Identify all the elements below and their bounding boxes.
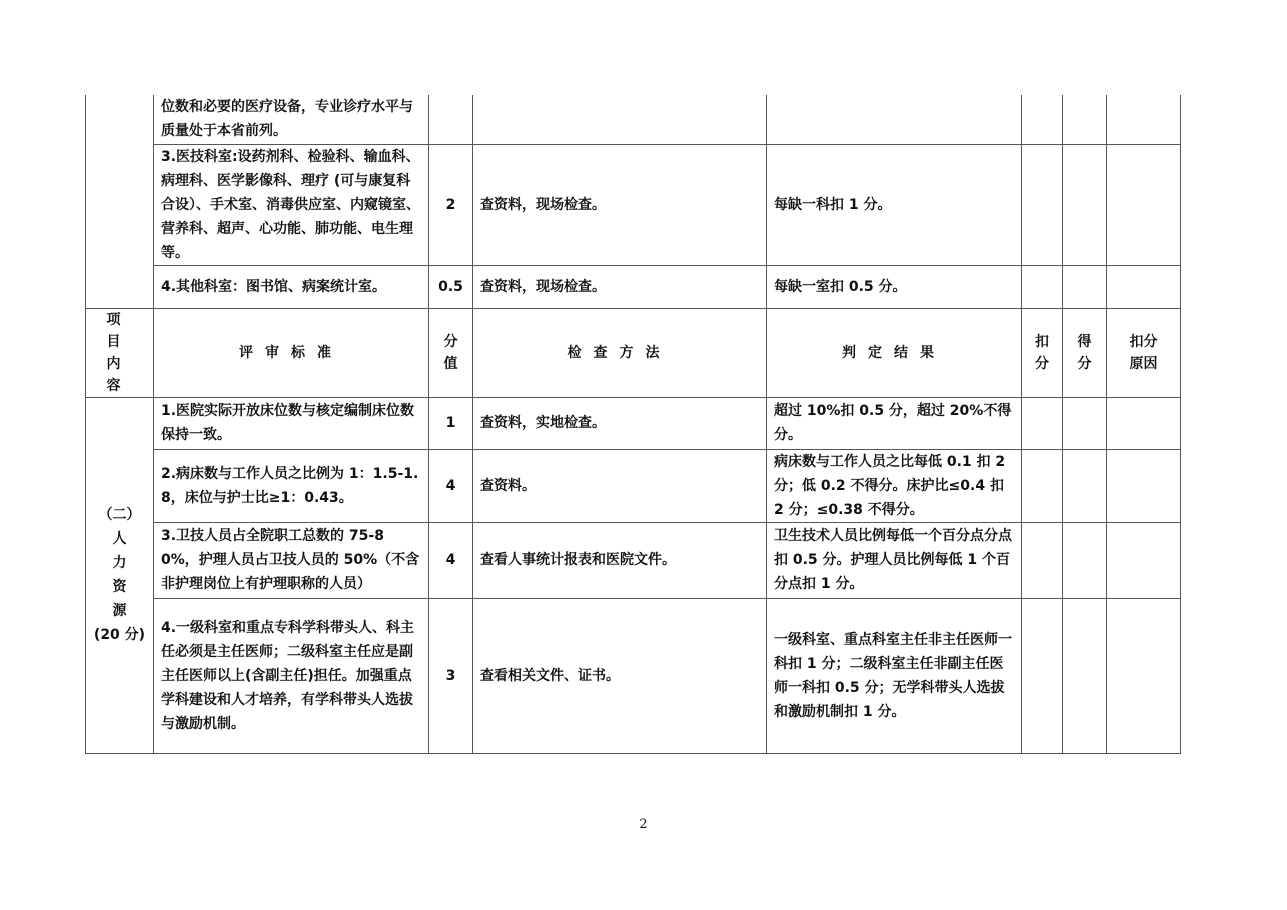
deduct-cell <box>1022 598 1063 753</box>
result-cell <box>767 95 1022 144</box>
result-cell: 病床数与工作人员之比每低 0.1 扣 2 分；低 0.2 不得分。床护比≤0.4 扣 2 分；≤0.38 不得分。 <box>767 449 1022 522</box>
reason-cell <box>1107 397 1181 449</box>
gain-cell <box>1063 598 1107 753</box>
header-deduct-line1: 扣 <box>1035 333 1049 350</box>
deduct-cell <box>1022 265 1063 308</box>
deduct-cell <box>1022 449 1063 522</box>
header-score-line1: 分 <box>443 333 458 350</box>
standard-cell: 1.医院实际开放床位数与核定编制床位数保持一致。 <box>154 397 429 449</box>
score-cell <box>429 95 473 144</box>
page-number: 2 <box>639 817 648 832</box>
section-line5: 源 <box>112 603 127 619</box>
gain-cell <box>1063 522 1107 598</box>
method-cell: 查资料。 <box>473 449 767 522</box>
header-gain-line2: 分 <box>1077 355 1092 372</box>
method-cell: 查看相关文件、证书。 <box>473 598 767 753</box>
header-gain <box>1063 308 1107 397</box>
score-cell: 4 <box>429 449 473 522</box>
header-reason-line1: 扣分 <box>1129 333 1158 350</box>
header-item-line2: 内 容 <box>106 355 133 394</box>
gain-cell <box>1063 397 1107 449</box>
header-deduct <box>1022 308 1063 397</box>
method-cell <box>473 95 767 144</box>
result-cell: 每缺一科扣 1 分。 <box>767 144 1022 265</box>
reason-cell <box>1107 449 1181 522</box>
section-line3: 力 <box>112 555 127 571</box>
section-line1: （二） <box>98 507 141 523</box>
reason-cell <box>1107 265 1181 308</box>
reason-cell <box>1107 598 1181 753</box>
gain-cell <box>1063 449 1107 522</box>
header-result-label: 判定结果 <box>842 344 946 361</box>
result-cell: 卫生技术人员比例每低一个百分点分点扣 0.5 分。护理人员比例每低 1 个百分点扣 1 分。 <box>767 522 1022 598</box>
method-cell: 查资料，现场检查。 <box>473 265 767 308</box>
section-line6: (20 分) <box>93 627 146 643</box>
score-cell: 4 <box>429 522 473 598</box>
result-cell: 一级科室、重点科室主任非主任医师一科扣 1 分；二级科室主任非副主任医师一科扣 0.5 分；无学科带头人选拔和激励机制扣 1 分。 <box>767 598 1022 753</box>
table-row <box>86 144 1181 265</box>
reason-cell <box>1107 144 1181 265</box>
table-row <box>86 397 1181 449</box>
evaluation-table <box>85 95 1181 754</box>
header-row <box>86 308 1181 397</box>
header-score <box>429 308 473 397</box>
standard-cell: 4.其他科室：图书馆、病案统计室。 <box>154 265 429 308</box>
deduct-cell <box>1022 144 1063 265</box>
table-row <box>86 95 1181 144</box>
header-score-line2: 值 <box>443 355 458 372</box>
header-reason-line2: 原因 <box>1129 355 1158 372</box>
standard-cell: 3.医技科室:设药剂科、检验科、输血科、病理科、医学影像科、理疗 (可与康复科合设）、手术室、消毒供应室、内窥镜室、营养科、超声、心功能、肺功能、电生理等。 <box>154 144 429 265</box>
standard-cell: 位数和必要的医疗设备，专业诊疗水平与质量处于本省前列。 <box>154 95 429 144</box>
header-method <box>473 308 767 397</box>
table-row <box>86 265 1181 308</box>
method-cell: 查资料，现场检查。 <box>473 144 767 265</box>
section-line4: 资 <box>112 579 127 595</box>
header-gain-line1: 得 <box>1077 333 1092 350</box>
header-method-label: 检查方法 <box>567 344 672 361</box>
deduct-cell <box>1022 397 1063 449</box>
deduct-cell <box>1022 95 1063 144</box>
standard-cell: 4.一级科室和重点专科学科带头人、科主任必须是主任医师；二级科室主任应是副主任医师以上(含副主任)担任。加强重点学科建设和人才培养，有学科带头人选拔与激励机制。 <box>154 598 429 753</box>
header-result <box>767 308 1022 397</box>
score-cell: 3 <box>429 598 473 753</box>
header-standard <box>154 308 429 397</box>
header-reason <box>1107 308 1181 397</box>
table-row <box>86 449 1181 522</box>
table-row <box>86 522 1181 598</box>
deduct-cell <box>1022 522 1063 598</box>
result-cell: 超过 10%扣 0.5 分，超过 20%不得分。 <box>767 397 1022 449</box>
section-line2: 人 <box>112 531 127 547</box>
header-item-line1: 项 目 <box>106 311 133 350</box>
gain-cell <box>1063 265 1107 308</box>
standard-cell: 3.卫技人员占全院职工总数的 75-80%，护理人员占卫技人员的 50%（不含非护理岗位上有护理职称的人员） <box>154 522 429 598</box>
item-cell-continued <box>86 95 154 308</box>
standard-cell: 2.病床数与工作人员之比例为 1：1.5-1.8，床位与护士比≥1：0.43。 <box>154 449 429 522</box>
header-deduct-line2: 分 <box>1035 355 1049 372</box>
header-standard-label: 评审标准 <box>239 344 343 361</box>
header-item-content <box>86 308 154 397</box>
reason-cell <box>1107 95 1181 144</box>
score-cell: 2 <box>429 144 473 265</box>
gain-cell <box>1063 144 1107 265</box>
section-cell-human-resources <box>86 397 154 753</box>
method-cell: 查资料，实地检查。 <box>473 397 767 449</box>
table-row <box>86 598 1181 753</box>
method-cell: 查看人事统计报表和医院文件。 <box>473 522 767 598</box>
reason-cell <box>1107 522 1181 598</box>
gain-cell <box>1063 95 1107 144</box>
result-cell: 每缺一室扣 0.5 分。 <box>767 265 1022 308</box>
score-cell: 1 <box>429 397 473 449</box>
score-cell: 0.5 <box>429 265 473 308</box>
